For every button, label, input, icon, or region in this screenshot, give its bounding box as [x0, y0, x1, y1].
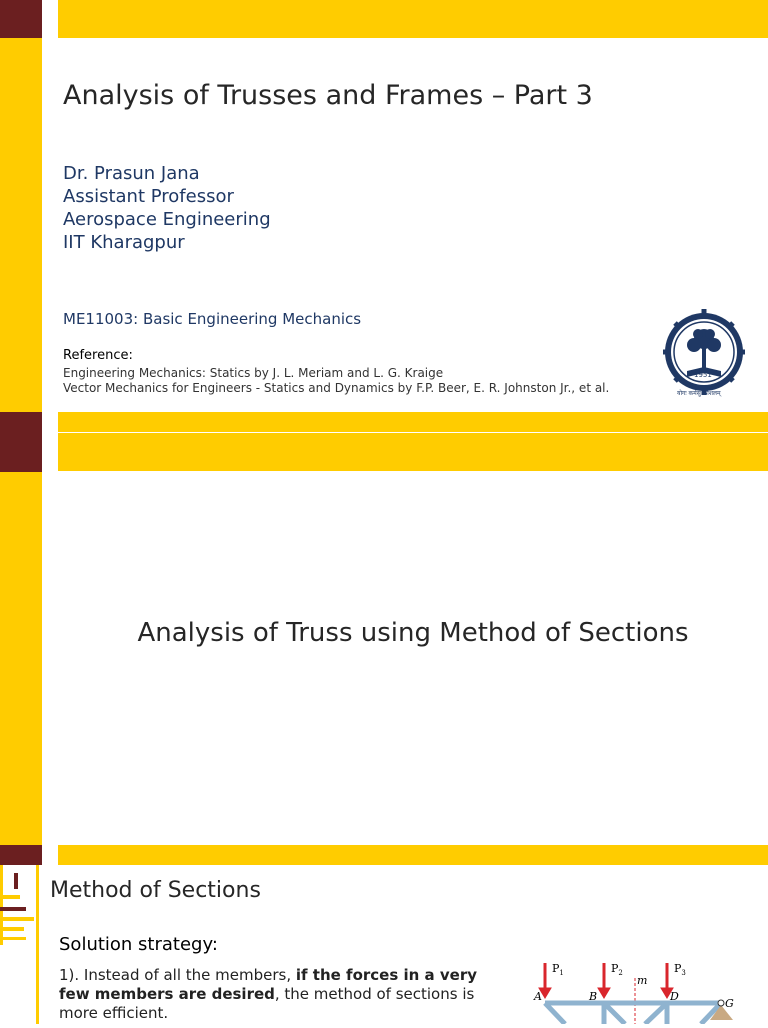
reference-heading: Reference:: [63, 348, 133, 363]
slide2-left-maroon-top: [0, 412, 42, 472]
load-label-p1: [552, 962, 564, 977]
course-code: ME11003: Basic Engineering Mechanics: [63, 310, 362, 328]
reference-2: Vector Mechanics for Engineers - Statics and Dynamics by F.P. Beer, E. R. Johnston Jr., et al.: [63, 381, 610, 395]
slide2-bottom-yellow-bar: [58, 845, 768, 865]
load-label-p3-sub: 3: [681, 969, 686, 978]
load-label-p2: [611, 962, 623, 977]
slide1-left-maroon-bar: [0, 0, 42, 38]
slide1-top-yellow-bar: [58, 0, 768, 38]
author-name: Dr. Prasun Jana: [63, 163, 200, 184]
strategy-paragraph: [59, 966, 489, 1023]
iit-kharagpur-logo: [663, 307, 745, 399]
logo-graphic: [663, 307, 745, 399]
truss-figure: [525, 960, 740, 1024]
node-label-a: A: [534, 990, 542, 1003]
para-suffix: , the method of sections is more efficient.: [59, 985, 475, 1022]
author-department: Aerospace Engineering: [63, 209, 271, 230]
logo-motto: योगः कर्मसु कौशलम्: [677, 390, 721, 397]
slide3-title: Method of Sections: [50, 878, 261, 903]
node-label-b: B: [589, 990, 598, 1003]
section-label-m: m: [637, 974, 648, 987]
slide1-title: Analysis of Trusses and Frames – Part 3: [63, 80, 593, 111]
member-diagonal-d: [645, 1003, 667, 1024]
load-label-p1-p: P: [552, 962, 560, 975]
load-label-p3: [674, 962, 686, 977]
logo-year: 1951: [694, 371, 712, 379]
para-prefix: 1). Instead of all the members,: [59, 966, 296, 984]
reference-1: Engineering Mechanics: Statics by J. L. Meriam and L. G. Kraige: [63, 366, 444, 380]
slide2-top-yellow-bar: [58, 433, 768, 471]
load-arrow-2-head: [598, 988, 610, 998]
load-label-p1-sub: 1: [559, 969, 564, 978]
author-position: Assistant Professor: [63, 186, 234, 207]
slide3-corner-decoration: [0, 865, 36, 945]
slide1-left-yellow-bar: [0, 38, 42, 412]
para-bold: if the forces in a very few members are desired: [59, 966, 477, 1003]
author-institute: IIT Kharagpur: [63, 232, 185, 253]
pin-g: [718, 1000, 724, 1006]
slide2-title: Analysis of Truss using Method of Sections: [137, 618, 689, 648]
load-label-p2-p: P: [611, 962, 619, 975]
slide2-left-yellow-bar: [0, 472, 42, 845]
node-label-g: G: [725, 997, 734, 1010]
slide3-left-divider: [36, 865, 39, 1024]
slide2-yellow-strip-thin: [58, 412, 768, 432]
strategy-heading: Solution strategy:: [59, 934, 218, 955]
load-label-p2-sub: 2: [618, 969, 623, 978]
member-diagonal-a: [545, 1003, 565, 1024]
slide2-left-maroon-bottom: [0, 845, 42, 865]
member-diagonal-b: [604, 1003, 625, 1024]
node-label-d: D: [670, 990, 679, 1003]
load-label-p3-p: P: [674, 962, 682, 975]
